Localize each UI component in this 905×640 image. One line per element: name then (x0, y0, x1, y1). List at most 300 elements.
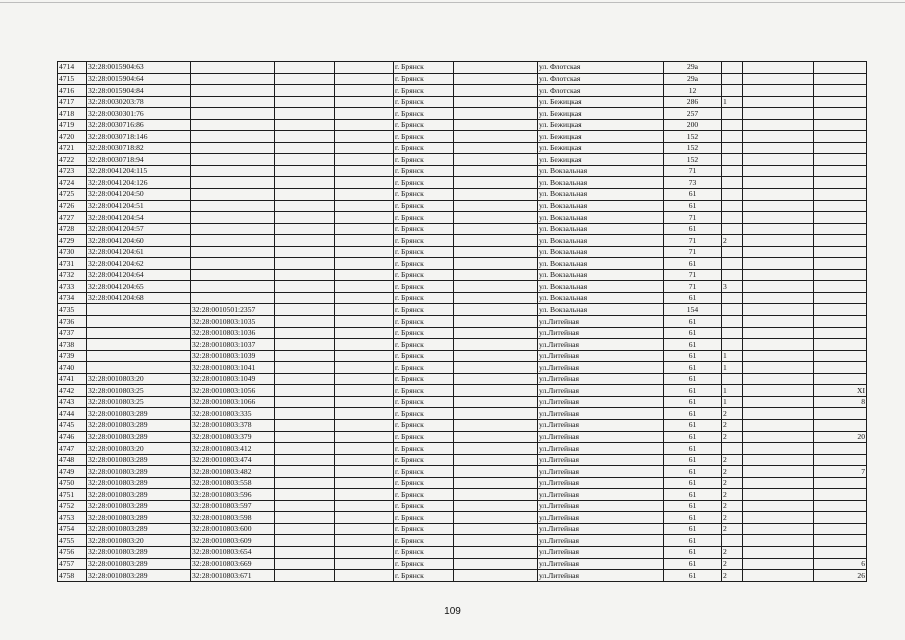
cell-apartment-number (814, 350, 867, 362)
cell-land-cadastral-number: 32:28:0010803:289 (87, 477, 191, 489)
cell-apartment-number (814, 339, 867, 351)
cell-settlement: г. Брянск (394, 304, 454, 316)
cell-extra-col-5 (335, 535, 394, 547)
cell-land-cadastral-number: 32:28:0041204:126 (87, 177, 191, 189)
cell-street: ул.Литейная (538, 362, 664, 374)
cell-building-number (722, 258, 743, 270)
page-number: 109 (444, 606, 461, 617)
table-row (58, 212, 867, 224)
cell-house-number: 61 (664, 512, 722, 524)
cell-object-cadastral-number: 32:28:0010803:600 (191, 523, 275, 535)
table-row (58, 119, 867, 131)
cell-extra-col-7 (454, 489, 538, 501)
cell-row-number: 4757 (58, 558, 87, 570)
cell-extra-col-4 (275, 269, 335, 281)
cell-extra-col-11 (743, 500, 814, 512)
cell-extra-col-7 (454, 119, 538, 131)
cell-extra-col-4 (275, 373, 335, 385)
cell-extra-col-4 (275, 339, 335, 351)
cell-extra-col-4 (275, 200, 335, 212)
table-row (58, 235, 867, 247)
cell-extra-col-5 (335, 62, 394, 74)
cell-apartment-number: 7 (814, 466, 867, 478)
cell-object-cadastral-number (191, 154, 275, 166)
cell-extra-col-5 (335, 189, 394, 201)
cell-land-cadastral-number: 32:28:0041204:60 (87, 235, 191, 247)
cell-house-number: 61 (664, 523, 722, 535)
table-row (58, 142, 867, 154)
cell-extra-col-7 (454, 177, 538, 189)
cell-street: ул.Литейная (538, 339, 664, 351)
cell-building-number (722, 200, 743, 212)
cell-object-cadastral-number (191, 165, 275, 177)
cell-apartment-number (814, 96, 867, 108)
cell-extra-col-7 (454, 73, 538, 85)
cell-settlement: г. Брянск (394, 385, 454, 397)
cell-building-number (722, 85, 743, 97)
cell-street: ул.Литейная (538, 385, 664, 397)
cell-settlement: г. Брянск (394, 292, 454, 304)
cell-extra-col-4 (275, 212, 335, 224)
cell-apartment-number: 6 (814, 558, 867, 570)
cell-building-number (722, 327, 743, 339)
cell-apartment-number (814, 477, 867, 489)
cell-extra-col-11 (743, 546, 814, 558)
cell-apartment-number (814, 292, 867, 304)
cell-object-cadastral-number: 32:28:0010803:669 (191, 558, 275, 570)
cell-house-number: 61 (664, 535, 722, 547)
cell-row-number: 4723 (58, 165, 87, 177)
cell-extra-col-11 (743, 119, 814, 131)
table-row (58, 385, 867, 397)
cell-apartment-number (814, 223, 867, 235)
cell-house-number: 152 (664, 131, 722, 143)
cell-row-number: 4716 (58, 85, 87, 97)
cell-extra-col-4 (275, 570, 335, 582)
cell-extra-col-4 (275, 558, 335, 570)
cell-house-number: 61 (664, 489, 722, 501)
cell-street: ул. Бежицкая (538, 131, 664, 143)
cell-object-cadastral-number (191, 212, 275, 224)
cell-land-cadastral-number: 32:28:0030718:82 (87, 142, 191, 154)
cell-row-number: 4751 (58, 489, 87, 501)
cell-land-cadastral-number: 32:28:0041204:54 (87, 212, 191, 224)
table-row (58, 362, 867, 374)
table-row (58, 85, 867, 97)
cell-house-number: 152 (664, 142, 722, 154)
cell-building-number (722, 165, 743, 177)
table-row (58, 165, 867, 177)
cell-settlement: г. Брянск (394, 165, 454, 177)
cell-settlement: г. Брянск (394, 223, 454, 235)
cell-street: ул. Вокзальная (538, 235, 664, 247)
cell-extra-col-11 (743, 304, 814, 316)
cell-settlement: г. Брянск (394, 246, 454, 258)
cell-settlement: г. Брянск (394, 281, 454, 293)
cell-house-number: 61 (664, 350, 722, 362)
cell-house-number: 71 (664, 246, 722, 258)
cell-land-cadastral-number (87, 350, 191, 362)
cell-building-number: 3 (722, 281, 743, 293)
cell-extra-col-7 (454, 339, 538, 351)
cell-settlement: г. Брянск (394, 408, 454, 420)
cell-building-number: 1 (722, 96, 743, 108)
cell-extra-col-4 (275, 223, 335, 235)
cell-row-number: 4732 (58, 269, 87, 281)
cell-extra-col-7 (454, 558, 538, 570)
cell-house-number: 12 (664, 85, 722, 97)
cell-extra-col-5 (335, 500, 394, 512)
cell-building-number: 2 (722, 546, 743, 558)
cell-settlement: г. Брянск (394, 235, 454, 247)
cell-apartment-number (814, 62, 867, 74)
table-row (58, 373, 867, 385)
cell-street: ул.Литейная (538, 558, 664, 570)
cell-extra-col-4 (275, 246, 335, 258)
cell-apartment-number (814, 281, 867, 293)
cell-object-cadastral-number: 32:28:0010803:378 (191, 419, 275, 431)
cell-house-number: 29а (664, 62, 722, 74)
cell-house-number: 73 (664, 177, 722, 189)
cell-street: ул.Литейная (538, 523, 664, 535)
cell-object-cadastral-number: 32:28:0010803:654 (191, 546, 275, 558)
cell-building-number: 2 (722, 235, 743, 247)
table-row (58, 281, 867, 293)
cell-settlement: г. Брянск (394, 189, 454, 201)
cell-land-cadastral-number: 32:28:0030716:86 (87, 119, 191, 131)
cell-extra-col-4 (275, 500, 335, 512)
cell-house-number: 61 (664, 327, 722, 339)
cell-house-number: 152 (664, 154, 722, 166)
cell-house-number: 61 (664, 466, 722, 478)
cell-house-number: 61 (664, 396, 722, 408)
cell-settlement: г. Брянск (394, 119, 454, 131)
cell-street: ул.Литейная (538, 419, 664, 431)
cell-apartment-number (814, 316, 867, 328)
cell-extra-col-4 (275, 454, 335, 466)
cell-house-number: 61 (664, 570, 722, 582)
cell-land-cadastral-number: 32:28:0010803:289 (87, 546, 191, 558)
table-row (58, 154, 867, 166)
cell-extra-col-11 (743, 85, 814, 97)
cell-extra-col-5 (335, 108, 394, 120)
cell-extra-col-11 (743, 350, 814, 362)
cell-land-cadastral-number: 32:28:0030718:146 (87, 131, 191, 143)
cell-building-number (722, 269, 743, 281)
cell-extra-col-7 (454, 246, 538, 258)
cell-house-number: 61 (664, 500, 722, 512)
cell-land-cadastral-number: 32:28:0041204:62 (87, 258, 191, 270)
cell-row-number: 4741 (58, 373, 87, 385)
cell-extra-col-7 (454, 419, 538, 431)
cell-row-number: 4743 (58, 396, 87, 408)
cell-house-number: 61 (664, 431, 722, 443)
cell-land-cadastral-number: 32:28:0041204:64 (87, 269, 191, 281)
cell-extra-col-11 (743, 108, 814, 120)
cell-row-number: 4728 (58, 223, 87, 235)
cell-house-number: 71 (664, 269, 722, 281)
cell-object-cadastral-number (191, 96, 275, 108)
cell-object-cadastral-number (191, 108, 275, 120)
cell-extra-col-4 (275, 62, 335, 74)
cell-extra-col-7 (454, 546, 538, 558)
cell-house-number: 61 (664, 477, 722, 489)
cell-extra-col-4 (275, 362, 335, 374)
cell-house-number: 71 (664, 281, 722, 293)
cell-row-number: 4738 (58, 339, 87, 351)
cell-house-number: 61 (664, 373, 722, 385)
cell-extra-col-11 (743, 154, 814, 166)
cell-apartment-number (814, 85, 867, 97)
cell-house-number: 61 (664, 316, 722, 328)
cell-settlement: г. Брянск (394, 558, 454, 570)
cell-settlement: г. Брянск (394, 339, 454, 351)
cell-land-cadastral-number: 32:28:0041204:57 (87, 223, 191, 235)
cell-apartment-number (814, 512, 867, 524)
cell-building-number (722, 108, 743, 120)
cell-land-cadastral-number: 32:28:0041204:65 (87, 281, 191, 293)
cell-extra-col-7 (454, 408, 538, 420)
cell-building-number (722, 212, 743, 224)
cell-house-number: 61 (664, 385, 722, 397)
cell-street: ул. Бежицкая (538, 142, 664, 154)
cell-object-cadastral-number: 32:28:0010803:1035 (191, 316, 275, 328)
cell-object-cadastral-number (191, 269, 275, 281)
cell-extra-col-7 (454, 523, 538, 535)
cell-extra-col-11 (743, 431, 814, 443)
cell-street: ул. Вокзальная (538, 223, 664, 235)
cell-street: ул. Вокзальная (538, 212, 664, 224)
cell-apartment-number (814, 119, 867, 131)
cell-extra-col-5 (335, 292, 394, 304)
cell-apartment-number (814, 362, 867, 374)
cell-building-number (722, 131, 743, 143)
table-row (58, 466, 867, 478)
cell-extra-col-4 (275, 235, 335, 247)
cell-object-cadastral-number (191, 85, 275, 97)
cell-house-number: 71 (664, 212, 722, 224)
cell-settlement: г. Брянск (394, 466, 454, 478)
cell-settlement: г. Брянск (394, 419, 454, 431)
cell-extra-col-5 (335, 223, 394, 235)
cell-extra-col-11 (743, 200, 814, 212)
cell-extra-col-11 (743, 466, 814, 478)
cell-extra-col-5 (335, 408, 394, 420)
cell-land-cadastral-number: 32:28:0010803:20 (87, 443, 191, 455)
cell-extra-col-5 (335, 339, 394, 351)
cell-settlement: г. Брянск (394, 500, 454, 512)
cell-street: ул. Вокзальная (538, 304, 664, 316)
cell-object-cadastral-number (191, 177, 275, 189)
cell-building-number: 2 (722, 408, 743, 420)
cell-extra-col-4 (275, 281, 335, 293)
cell-extra-col-11 (743, 419, 814, 431)
table-row (58, 292, 867, 304)
cell-building-number: 2 (722, 558, 743, 570)
cell-extra-col-11 (743, 443, 814, 455)
cell-settlement: г. Брянск (394, 489, 454, 501)
cell-land-cadastral-number: 32:28:0010803:289 (87, 500, 191, 512)
cell-object-cadastral-number: 32:28:0010803:1037 (191, 339, 275, 351)
cell-apartment-number (814, 154, 867, 166)
cell-building-number (722, 142, 743, 154)
cell-land-cadastral-number: 32:28:0030203:78 (87, 96, 191, 108)
cell-extra-col-7 (454, 431, 538, 443)
cell-street: ул.Литейная (538, 535, 664, 547)
cell-street: ул.Литейная (538, 489, 664, 501)
cell-row-number: 4718 (58, 108, 87, 120)
cell-extra-col-5 (335, 119, 394, 131)
cell-object-cadastral-number: 32:28:0010803:1036 (191, 327, 275, 339)
cell-street: ул. Вокзальная (538, 177, 664, 189)
cell-row-number: 4725 (58, 189, 87, 201)
cell-extra-col-7 (454, 477, 538, 489)
cell-extra-col-5 (335, 570, 394, 582)
table-row (58, 131, 867, 143)
cell-object-cadastral-number: 32:28:0010803:412 (191, 443, 275, 455)
cell-street: ул. Бежицкая (538, 154, 664, 166)
cell-apartment-number: 8 (814, 396, 867, 408)
cell-extra-col-5 (335, 304, 394, 316)
cell-row-number: 4750 (58, 477, 87, 489)
cell-land-cadastral-number: 32:28:0010803:289 (87, 419, 191, 431)
cell-object-cadastral-number (191, 189, 275, 201)
cell-extra-col-4 (275, 419, 335, 431)
cell-apartment-number (814, 443, 867, 455)
cell-apartment-number (814, 269, 867, 281)
cell-extra-col-7 (454, 165, 538, 177)
cell-building-number (722, 304, 743, 316)
cell-row-number: 4720 (58, 131, 87, 143)
cell-extra-col-7 (454, 258, 538, 270)
cell-house-number: 61 (664, 362, 722, 374)
cell-building-number: 1 (722, 385, 743, 397)
cell-settlement: г. Брянск (394, 62, 454, 74)
cell-building-number: 2 (722, 523, 743, 535)
cell-street: ул. Вокзальная (538, 189, 664, 201)
cell-street: ул. Бежицкая (538, 119, 664, 131)
cell-row-number: 4722 (58, 154, 87, 166)
cell-land-cadastral-number: 32:28:0041204:68 (87, 292, 191, 304)
cell-street: ул.Литейная (538, 477, 664, 489)
cell-object-cadastral-number: 32:28:0010501:2357 (191, 304, 275, 316)
cell-extra-col-11 (743, 408, 814, 420)
cell-street: ул. Вокзальная (538, 269, 664, 281)
cell-object-cadastral-number: 32:28:0010803:596 (191, 489, 275, 501)
cell-house-number: 61 (664, 558, 722, 570)
cell-extra-col-11 (743, 235, 814, 247)
cell-extra-col-7 (454, 396, 538, 408)
register-rows (58, 62, 867, 582)
cell-row-number: 4742 (58, 385, 87, 397)
cell-house-number: 61 (664, 408, 722, 420)
cell-extra-col-4 (275, 385, 335, 397)
cell-extra-col-11 (743, 535, 814, 547)
cell-street: ул.Литейная (538, 373, 664, 385)
cell-building-number: 2 (722, 477, 743, 489)
table-row (58, 535, 867, 547)
cell-building-number: 1 (722, 396, 743, 408)
table-row (58, 96, 867, 108)
cell-building-number (722, 373, 743, 385)
cell-extra-col-4 (275, 396, 335, 408)
cell-building-number (722, 154, 743, 166)
cell-land-cadastral-number: 32:28:0015904:84 (87, 85, 191, 97)
cell-apartment-number (814, 454, 867, 466)
cell-street: ул.Литейная (538, 500, 664, 512)
table-row (58, 108, 867, 120)
cell-land-cadastral-number (87, 304, 191, 316)
cell-extra-col-5 (335, 177, 394, 189)
cell-house-number: 71 (664, 235, 722, 247)
cell-land-cadastral-number: 32:28:0041204:115 (87, 165, 191, 177)
cell-street: ул.Литейная (538, 512, 664, 524)
cell-extra-col-11 (743, 142, 814, 154)
cell-row-number: 4724 (58, 177, 87, 189)
cell-extra-col-11 (743, 558, 814, 570)
cell-settlement: г. Брянск (394, 131, 454, 143)
cell-building-number: 2 (722, 419, 743, 431)
cell-extra-col-11 (743, 269, 814, 281)
cell-settlement: г. Брянск (394, 535, 454, 547)
table-row (58, 304, 867, 316)
cell-object-cadastral-number (191, 281, 275, 293)
cell-extra-col-7 (454, 454, 538, 466)
cell-apartment-number (814, 212, 867, 224)
cell-building-number (722, 292, 743, 304)
cell-land-cadastral-number: 32:28:0041204:61 (87, 246, 191, 258)
cell-settlement: г. Брянск (394, 73, 454, 85)
cell-object-cadastral-number: 32:28:0010803:1041 (191, 362, 275, 374)
cell-apartment-number (814, 142, 867, 154)
cell-extra-col-7 (454, 189, 538, 201)
table-row (58, 443, 867, 455)
cell-extra-col-5 (335, 419, 394, 431)
cell-settlement: г. Брянск (394, 212, 454, 224)
cell-extra-col-5 (335, 96, 394, 108)
cell-extra-col-7 (454, 85, 538, 97)
cell-row-number: 4748 (58, 454, 87, 466)
cell-object-cadastral-number: 32:28:0010803:598 (191, 512, 275, 524)
cell-object-cadastral-number (191, 62, 275, 74)
cell-house-number: 61 (664, 419, 722, 431)
table-row (58, 546, 867, 558)
cell-apartment-number (814, 177, 867, 189)
cell-row-number: 4727 (58, 212, 87, 224)
cell-apartment-number (814, 523, 867, 535)
cell-land-cadastral-number: 32:28:0010803:289 (87, 408, 191, 420)
cell-extra-col-5 (335, 327, 394, 339)
cell-extra-col-4 (275, 546, 335, 558)
cell-street: ул. Вокзальная (538, 200, 664, 212)
cell-extra-col-11 (743, 489, 814, 501)
cell-house-number: 257 (664, 108, 722, 120)
cell-object-cadastral-number (191, 131, 275, 143)
table-row (58, 500, 867, 512)
cell-row-number: 4737 (58, 327, 87, 339)
cell-building-number: 2 (722, 431, 743, 443)
cell-extra-col-7 (454, 62, 538, 74)
table-row (58, 177, 867, 189)
table-row (58, 396, 867, 408)
cell-extra-col-5 (335, 477, 394, 489)
cell-settlement: г. Брянск (394, 570, 454, 582)
cell-building-number (722, 223, 743, 235)
cell-object-cadastral-number: 32:28:0010803:1056 (191, 385, 275, 397)
cell-row-number: 4730 (58, 246, 87, 258)
cell-settlement: г. Брянск (394, 154, 454, 166)
cell-house-number: 61 (664, 189, 722, 201)
